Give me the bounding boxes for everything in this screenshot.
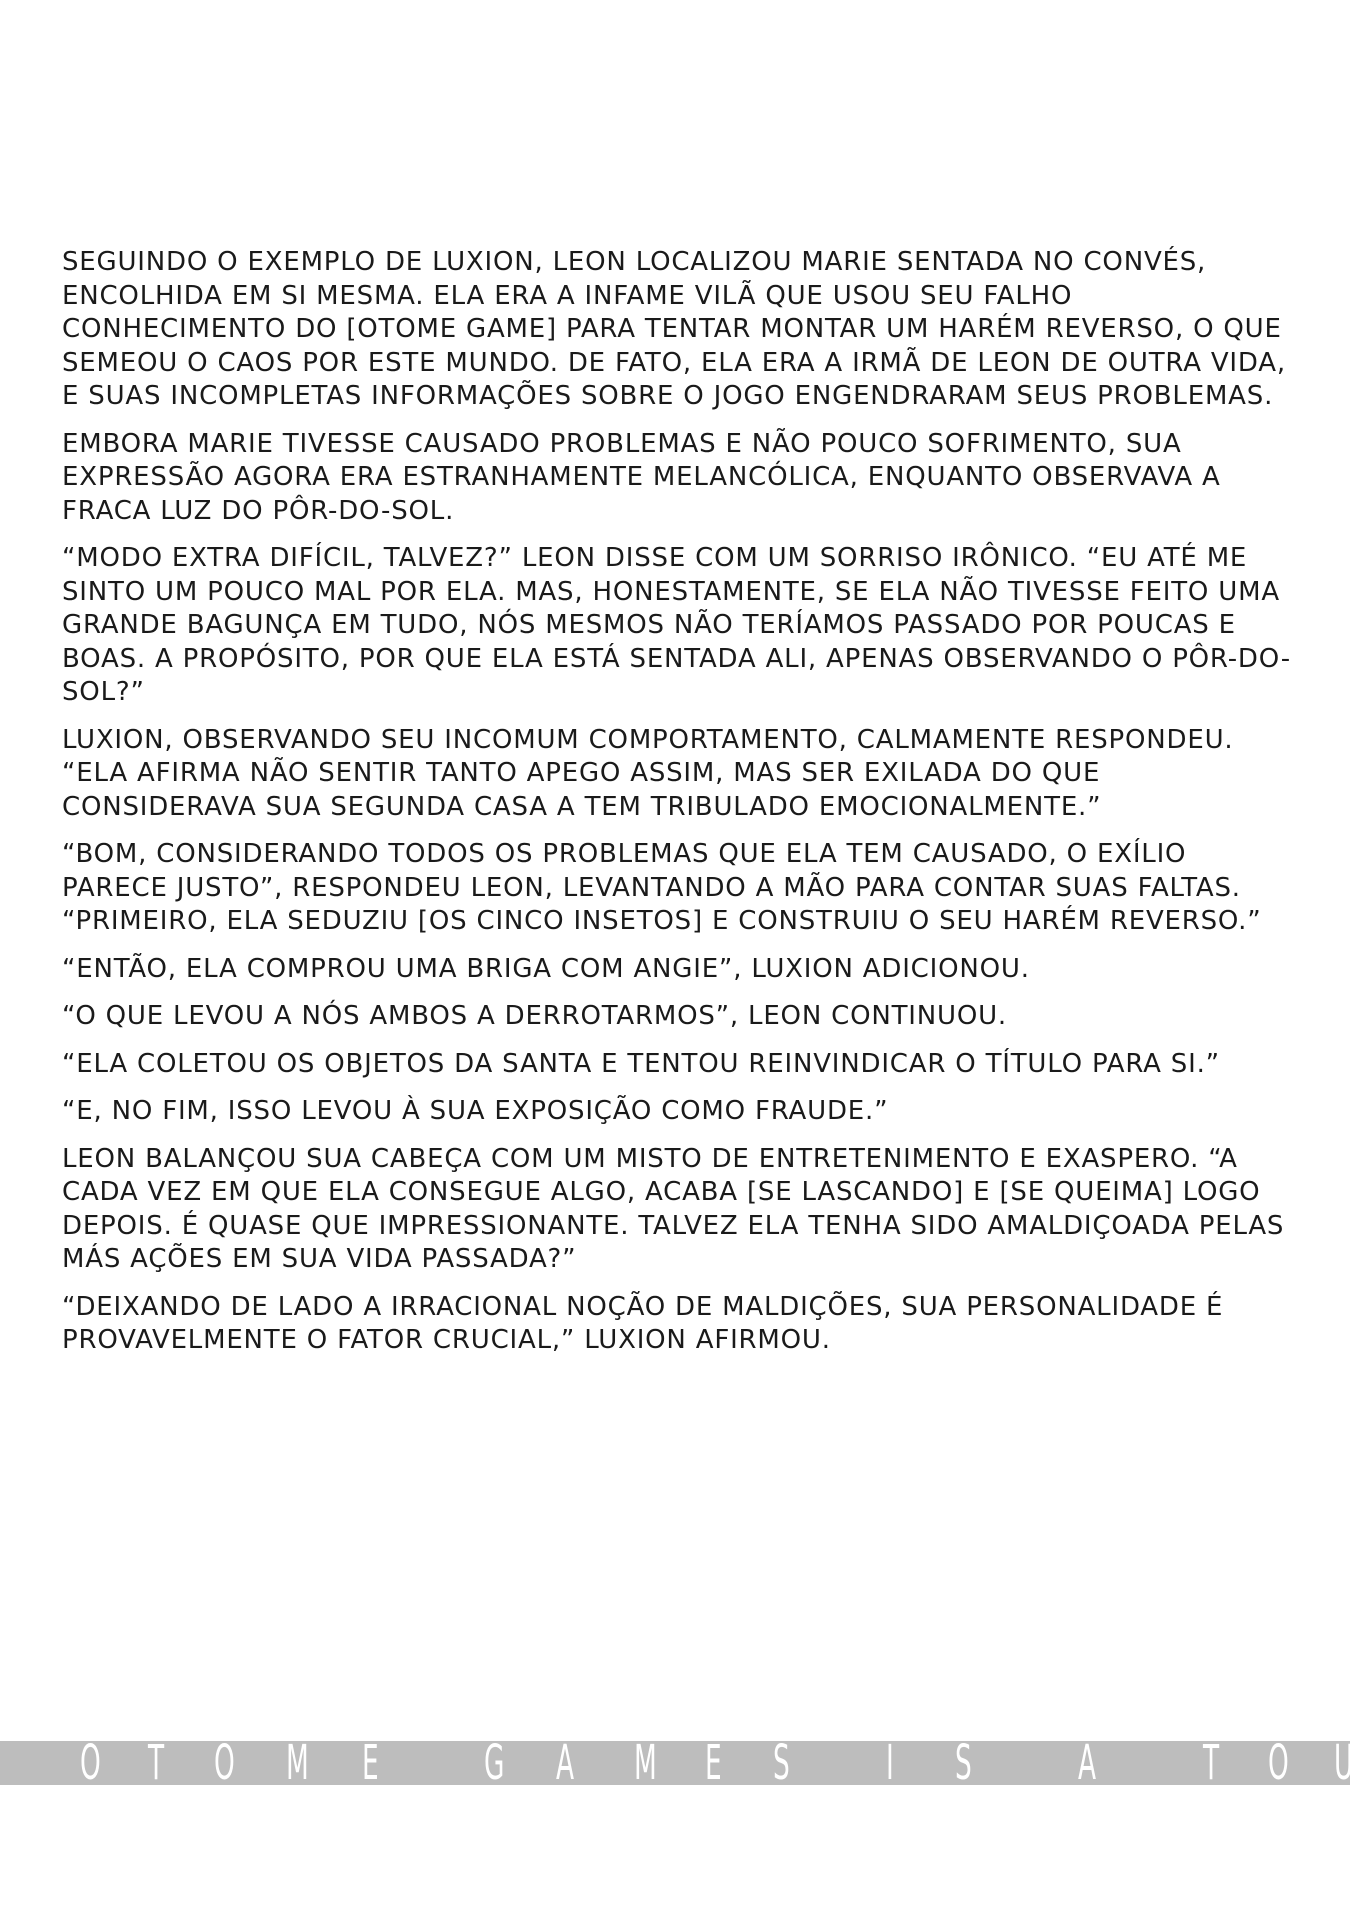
paragraph: SEGUINDO O EXEMPLO DE LUXION, LEON LOCALIZOU MARIE SENTADA NO CONVÉS, ENCOLHIDA EM SI MESMA. ELA ERA A INFAME VILÃ QUE USOU SEU FALHO CONHECIMENTO DO [OTOME GAME] PARA TENTAR MONTAR UM HARÉM REVERSO, O QUE SEMEOU O CAOS POR ESTE MUNDO. DE FATO, ELA ERA A IRMÃ DE LEON DE OUTRA VIDA, E SUAS INCOMPLETAS INFORMAÇÕES SOBRE O JOGO ENGENDRARAM SEUS PROBLEMAS.	[62, 247, 1286, 411]
banner-letter: M	[286, 1735, 309, 1791]
banner-letter: S	[773, 1735, 790, 1791]
paragraph: “DEIXANDO DE LADO A IRRACIONAL NOÇÃO DE MALDIÇÕES, SUA PERSONALIDADE É PROVAVELMENTE O FATOR CRUCIAL,” LUXION AFIRMOU.	[62, 1291, 1224, 1355]
text-block	[62, 246, 1292, 1372]
paragraph: “MODO EXTRA DIFÍCIL, TALVEZ?” LEON DISSE COM UM SORRISO IRÔNICO. “EU ATÉ ME SINTO UM POUCO MAL POR ELA. MAS, HONESTAMENTE, SE ELA NÃO TIVESSE FEITO UMA GRANDE BAGUNÇA EM TUDO, NÓS MESMOS NÃO TERÍAMOS PASSADO POR POUCAS E BOAS. A PROPÓSITO, POR QUE ELA ESTÁ SENTADA ALI, APENAS OBSERVANDO O PÔR-DO-SOL?”	[62, 543, 1291, 707]
banner-letter: E	[362, 1735, 379, 1791]
paragraph: EMBORA MARIE TIVESSE CAUSADO PROBLEMAS E NÃO POUCO SOFRIMENTO, SUA EXPRESSÃO AGORA ERA ESTRANHAMENTE MELANCÓLICA, ENQUANTO OBSERVAVA A FRACA LUZ DO PÔR-DO-SOL.	[62, 428, 1221, 526]
banner-letter: I	[886, 1735, 894, 1791]
banner-letter: S	[955, 1735, 972, 1791]
banner-letter: M	[634, 1735, 657, 1791]
paragraph: LEON BALANÇOU SUA CABEÇA COM UM MISTO DE ENTRETENIMENTO E EXASPERO. “A CADA VEZ EM QUE ELA CONSEGUE ALGO, ACABA [SE LASCANDO] E [SE QUEIMA] LOGO DEPOIS. É QUASE QUE IMPRESSIONANTE. TALVEZ ELA TENHA SIDO AMALDIÇOADA PELAS MÁS AÇÕES EM SUA VIDA PASSADA?”	[62, 1143, 1285, 1274]
paragraph: LUXION, OBSERVANDO SEU INCOMUM COMPORTAMENTO, CALMAMENTE RESPONDEU. “ELA AFIRMA NÃO SENTIR TANTO APEGO ASSIM, MAS SER EXILADA DO QUE CONSIDERAVA SUA SEGUNDA CASA A TEM TRIBULADO EMOCIONALMENTE.”	[62, 724, 1234, 822]
footer-title-banner	[0, 1735, 1353, 1791]
banner-letter: A	[1078, 1735, 1097, 1791]
banner-letter: A	[556, 1735, 575, 1791]
banner-letter: O	[214, 1735, 235, 1791]
paragraph: “E, NO FIM, ISSO LEVOU À SUA EXPOSIÇÃO COMO FRAUDE.”	[62, 1096, 889, 1126]
paragraph: “BOM, CONSIDERANDO TODOS OS PROBLEMAS QUE ELA TEM CAUSADO, O EXÍLIO PARECE JUSTO”, RESPONDEU LEON, LEVANTANDO A MÃO PARA CONTAR SUAS FALTAS. “PRIMEIRO, ELA SEDUZIU [OS CINCO INSETOS] E CONSTRUIU O SEU HARÉM REVERSO.”	[62, 839, 1262, 936]
banner-letter: O	[1268, 1735, 1289, 1791]
paragraph: “ENTÃO, ELA COMPROU UMA BRIGA COM ANGIE”, LUXION ADICIONOU.	[62, 953, 1030, 984]
banner-letter: E	[705, 1735, 722, 1791]
banner-letter: T	[148, 1735, 165, 1791]
banner-letter: U	[1334, 1735, 1353, 1791]
banner-letter: O	[80, 1735, 101, 1791]
paragraph: “O QUE LEVOU A NÓS AMBOS A DERROTARMOS”, LEON CONTINUOU.	[62, 1001, 1007, 1031]
banner-letter: T	[1203, 1735, 1220, 1791]
paragraph: “ELA COLETOU OS OBJETOS DA SANTA E TENTOU REINVINDICAR O TÍTULO PARA SI.”	[62, 1048, 1220, 1079]
banner-letter: G	[484, 1735, 505, 1791]
